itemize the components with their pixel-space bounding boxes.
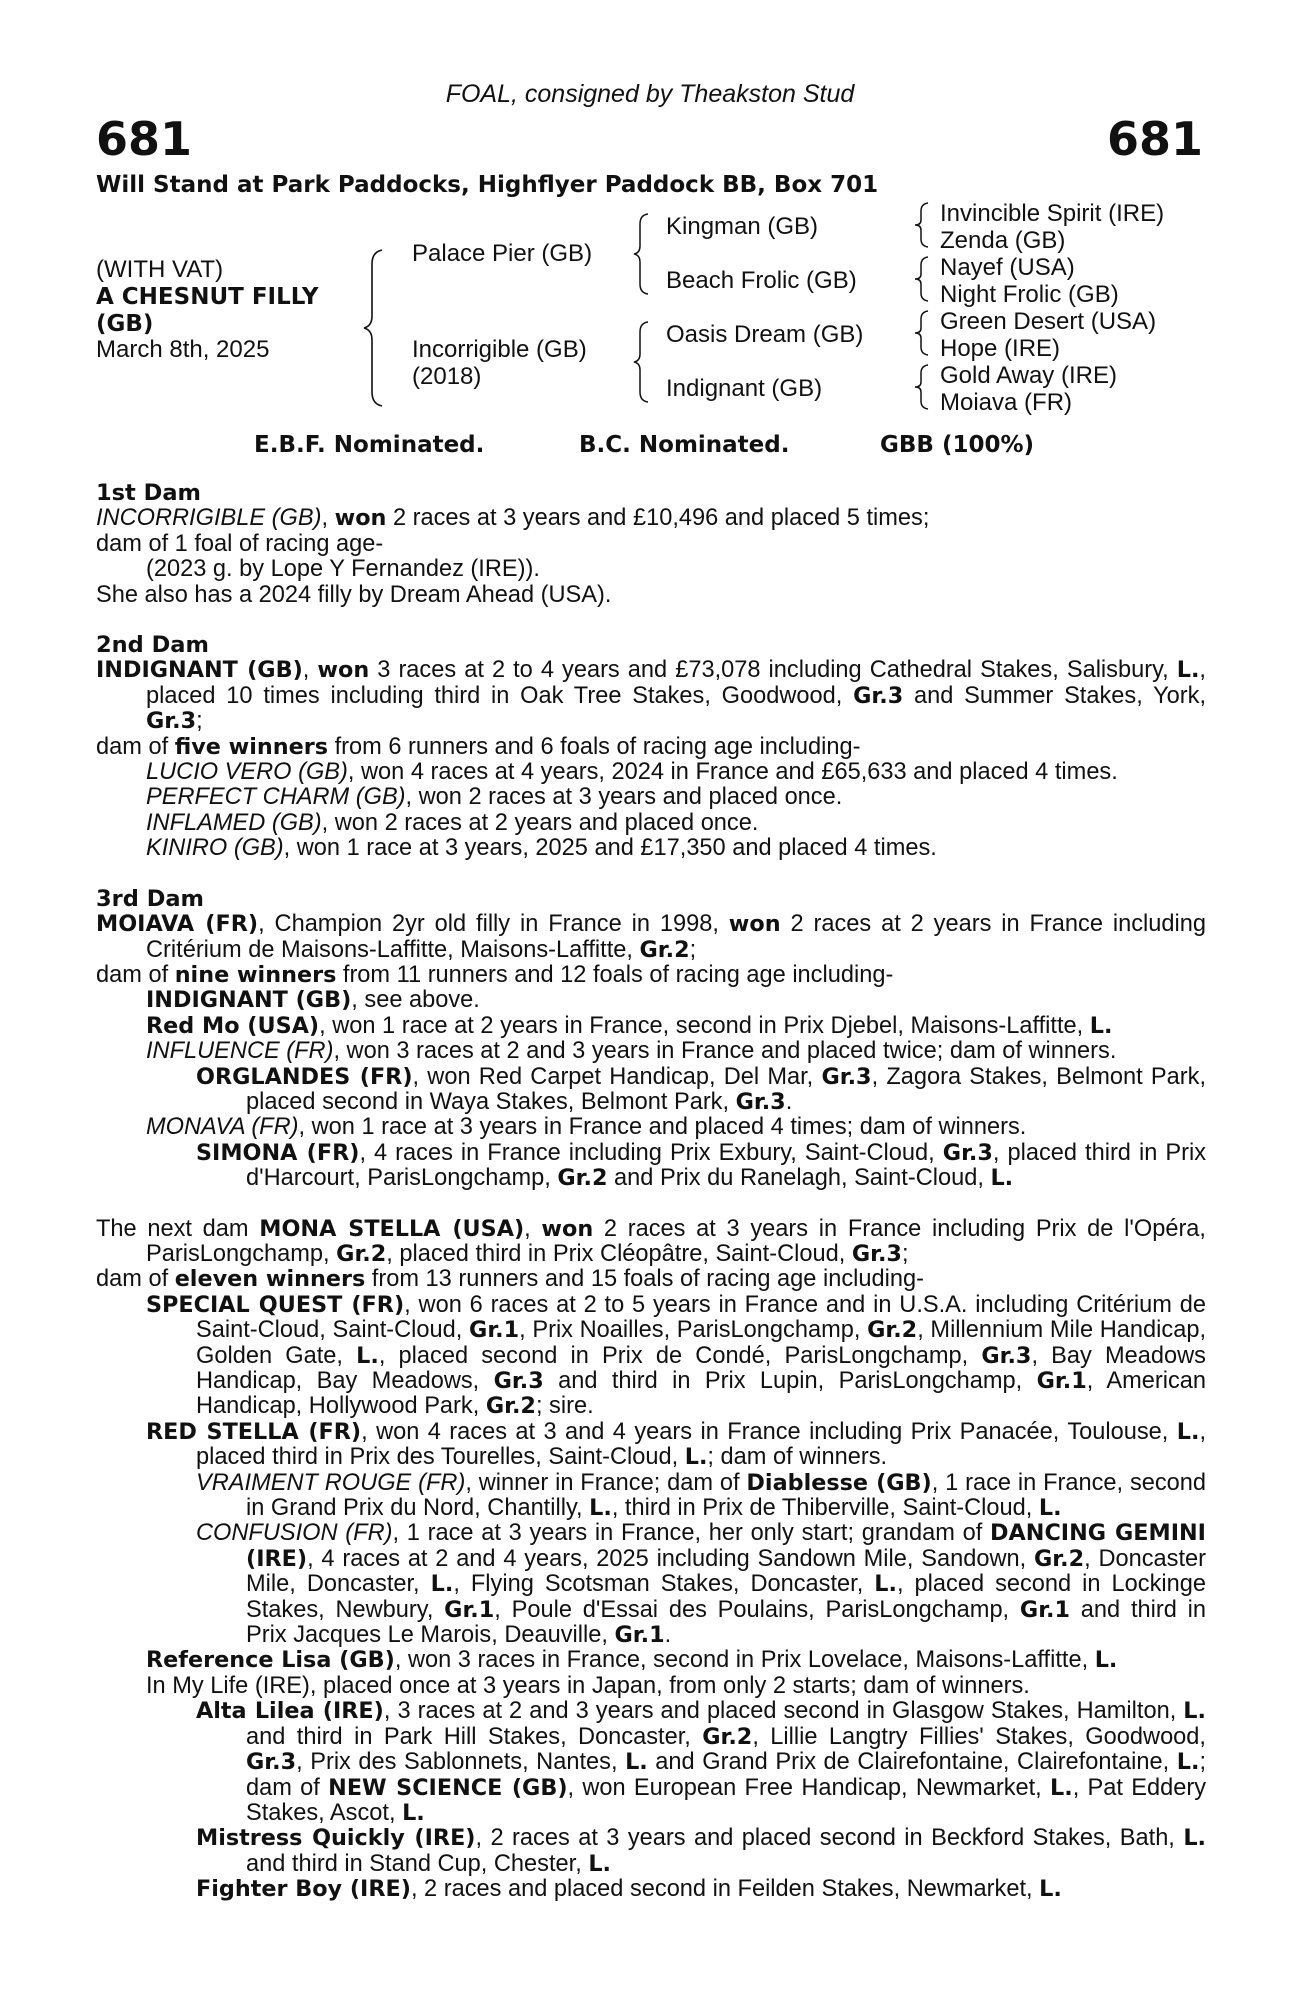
third-dam-record: MOIAVA (FR), Champion 2yr old filly in France in 1998, won 2 races at 2 years in France including Critérium de Maisons-Laffitte, Maisons-Laffitte, Gr.2;: [96, 911, 1206, 963]
brace-subject: [362, 248, 388, 408]
dam-year: (2018): [412, 363, 482, 390]
third-dam-grandoffspring: ORGLANDES (FR), won Red Carpet Handicap, Del Mar, Gr.3, Zagora Stakes, Belmont Park, placed second in Waya Stakes, Belmont Park, Gr.3.: [196, 1063, 1206, 1115]
vat-note: (WITH VAT): [96, 256, 224, 283]
next-dam-offspring: In My Life (IRE), placed once at 3 years in Japan, from only 2 starts; dam of winners.: [146, 1672, 1030, 1699]
consignment-line: FOAL, consigned by Theakston Stud: [445, 80, 855, 108]
lot-number-left: 681: [96, 112, 193, 166]
brace-dam: [632, 320, 654, 404]
second-dam-offspring: PERFECT CHARM (GB), won 2 races at 3 years and placed once.: [146, 784, 843, 811]
first-dam-foals: dam of 1 foal of racing age-: [96, 530, 384, 557]
next-dam-grandoffspring: Alta Lilea (IRE), 3 races at 2 and 3 years and placed second in Glasgow Stakes, Hamilton, L. and third in Park Hill Stakes, Doncaster, Gr.2, Lillie Langtry Fillies' Stakes, Goodwood, Gr.3, Prix des Sablonnets, Nantes, L. and Grand Prix de Clairefontaine, Clairefontaine, L.; dam of NEW SCIENCE (GB), won European Free Handicap, Newmarket, L., Pat Eddery Stakes, Ascot, L.: [196, 1698, 1206, 1826]
first-dam-line: INCORRIGIBLE (GB), won 2 races at 3 years and £10,496 and placed 5 times;: [96, 505, 930, 532]
second-dam-offspring: KINIRO (GB), won 1 race at 3 years, 2025 and £17,350 and placed 4 times.: [146, 835, 937, 862]
gg-1: Invincible Spirit (IRE): [940, 200, 1165, 227]
brace-g2: [912, 254, 932, 304]
third-dam-produce: dam of nine winners from 11 runners and 12 foals of racing age including-: [96, 961, 894, 988]
horse-country: (GB): [96, 311, 154, 337]
next-dam-grandoffspring: Mistress Quickly (IRE), 2 races at 3 years and placed second in Beckford Stakes, Bath, L. and third in Stand Cup, Chester, L.: [196, 1825, 1206, 1877]
ebf-nomination: E.B.F. Nominated.: [254, 432, 485, 458]
sire-dam: Beach Frolic (GB): [666, 267, 857, 294]
third-dam-heading: 3rd Dam: [96, 885, 204, 912]
gg-2: Zenda (GB): [940, 227, 1066, 254]
next-dam-grandoffspring: Fighter Boy (IRE), 2 races and placed second in Feilden Stakes, Newmarket, L.: [196, 1876, 1062, 1903]
third-dam-offspring: INDIGNANT (GB), see above.: [146, 987, 480, 1014]
second-dam-offspring: INFLAMED (GB), won 2 races at 2 years and placed once.: [146, 809, 759, 836]
next-dam-grandoffspring: VRAIMENT ROUGE (FR), winner in France; dam of Diablesse (GB), 1 race in France, second in Grand Prix du Nord, Chantilly, L., third in Prix de Thiberville, Saint-Cloud, L.: [196, 1469, 1207, 1522]
gbb-rating: GBB (100%): [880, 432, 1035, 458]
horse-name: A CHESNUT FILLY: [96, 284, 319, 310]
second-dam-heading: 2nd Dam: [96, 632, 209, 659]
next-dam-record: The next dam MONA STELLA (USA), won 2 races at 3 years in France including Prix de l'Opéra, ParisLongchamp, Gr.2, placed third in Prix Cléopâtre, Saint-Cloud, Gr.3;: [96, 1215, 1206, 1267]
gg-6: Hope (IRE): [940, 335, 1061, 362]
foaling-date: March 8th, 2025: [96, 336, 270, 363]
location-line: Will Stand at Park Paddocks, Highflyer Paddock BB, Box 701: [96, 172, 879, 198]
dam-sire: Oasis Dream (GB): [666, 321, 864, 348]
next-dam-offspring: SPECIAL QUEST (FR), won 6 races at 2 to 5 years in France and in U.S.A. including Critérium de Saint-Cloud, Saint-Cloud, Gr.1, Prix Noailles, ParisLongchamp, Gr.2, Millennium Mile Handicap, Golden Gate, L., placed second in Prix de Condé, ParisLongchamp, Gr.3, Bay Meadows Handicap, Bay Meadows, Gr.3 and third in Prix Lupin, ParisLongchamp, Gr.1, American Handicap, Hollywood Park, Gr.2; sire.: [146, 1291, 1207, 1420]
third-dam-grandoffspring: SIMONA (FR), 4 races in France including Prix Exbury, Saint-Cloud, Gr.3, placed third in Prix d'Harcourt, ParisLongchamp, Gr.2 and Prix du Ranelagh, Saint-Cloud, L.: [196, 1139, 1206, 1192]
brace-sire: [632, 212, 654, 296]
brace-g4: [912, 362, 932, 412]
first-dam-foal-entry: (2023 g. by Lope Y Fernandez (IRE)).: [146, 556, 540, 583]
third-dam-offspring: MONAVA (FR), won 1 race at 3 years in France and placed 4 times; dam of winners.: [146, 1114, 1027, 1141]
first-dam-yearling: She also has a 2024 filly by Dream Ahead (USA).: [96, 581, 612, 608]
third-dam-offspring: Red Mo (USA), won 1 race at 2 years in France, second in Prix Djebel, Maisons-Laffitte, L.: [146, 1012, 1113, 1039]
next-dam-grandoffspring: CONFUSION (FR), 1 race at 3 years in France, her only start; grandam of DANCING GEMINI (IRE), 4 races at 2 and 4 years, 2025 including Sandown Mile, Sandown, Gr.2, Doncaster Mile, Doncaster, L., Flying Scotsman Stakes, Doncaster, L., placed second in Lockinge Stakes, Newbury, Gr.1, Poule d'Essai des Poulains, ParisLongchamp, Gr.1 and third in Prix Jacques Le Marois, Deauville, Gr.1.: [196, 1520, 1206, 1649]
gg-7: Gold Away (IRE): [940, 362, 1117, 389]
gg-4: Night Frolic (GB): [940, 281, 1119, 308]
second-dam-produce: dam of five winners from 6 runners and 6 foals of racing age including-: [96, 733, 861, 760]
third-dam-offspring: INFLUENCE (FR), won 3 races at 2 and 3 years in France and placed twice; dam of winners.: [146, 1038, 1117, 1065]
first-dam-heading: 1st Dam: [96, 480, 201, 506]
brace-g1: [912, 200, 932, 250]
sire: Palace Pier (GB): [412, 240, 593, 267]
gg-5: Green Desert (USA): [940, 308, 1157, 335]
next-dam-offspring: Reference Lisa (GB), won 3 races in France, second in Prix Lovelace, Maisons-Laffitte, L.: [146, 1647, 1118, 1674]
gg-8: Moiava (FR): [940, 389, 1073, 416]
second-dam-offspring: LUCIO VERO (GB), won 4 races at 4 years, 2024 in France and £65,633 and placed 4 times.: [146, 759, 1118, 786]
second-dam-record: INDIGNANT (GB), won 3 races at 2 to 4 years and £73,078 including Cathedral Stakes, Salisbury, L., placed 10 times including third in Oak Tree Stakes, Goodwood, Gr.3 and Summer Stakes, York, Gr.3;: [96, 657, 1207, 735]
lot-number-right: 681: [1106, 112, 1203, 166]
bc-nomination: B.C. Nominated.: [579, 432, 790, 458]
sire-sire: Kingman (GB): [666, 213, 819, 240]
gg-3: Nayef (USA): [940, 254, 1075, 281]
catalogue-body: [96, 481, 1206, 1903]
dam-dam: Indignant (GB): [666, 375, 823, 402]
dam: Incorrigible (GB): [412, 336, 587, 363]
next-dam-produce: dam of eleven winners from 13 runners and 15 foals of racing age including-: [96, 1266, 924, 1293]
next-dam-offspring: RED STELLA (FR), won 4 races at 3 and 4 years in France including Prix Panacée, Toulouse, L., placed third in Prix des Tourelles, Saint-Cloud, L.; dam of winners.: [146, 1418, 1206, 1471]
brace-g3: [912, 308, 932, 358]
